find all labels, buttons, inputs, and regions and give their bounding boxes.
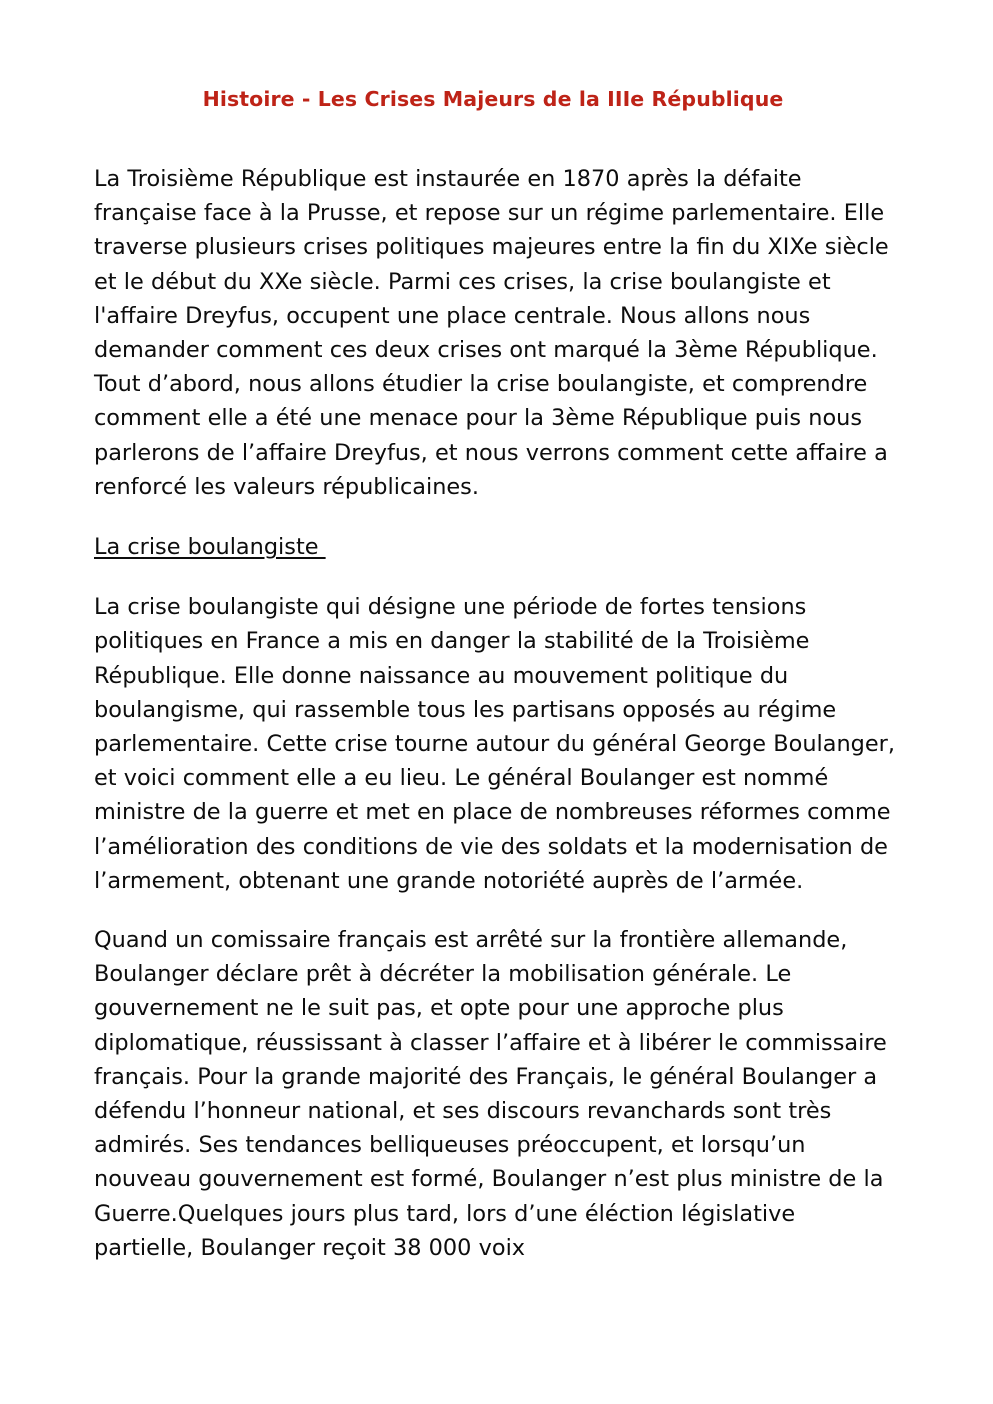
document-content — [94, 84, 903, 1265]
paragraph-crise-boulangiste-definition: La crise boulangiste qui désigne une période de fortes tensions politiques en France a mis en danger la stabilité de la Troisième République. Elle donne naissance au mouvement politique du boulangisme, qui rassemble tous les partisans opposés au régime parlementaire. Cette crise tourne autour du général George Boulanger, et voici comment elle a eu lieu. Le général Boulanger est nommé ministre de la guerre et met en place de nombreuses réformes comme l’amélioration des conditions de vie des soldats et la modernisation de l’armement, obtenant une grande notoriété auprès de l’armée. — [94, 594, 903, 894]
section-heading-label: La crise boulangiste — [94, 534, 326, 561]
paragraph-spacer — [94, 898, 900, 923]
page-title: Histoire - Les Crises Majeurs de la IIIe République — [202, 87, 784, 111]
section-heading-crise-boulangiste — [94, 530, 900, 564]
paragraph-spacer — [94, 504, 900, 530]
paragraph-spacer — [94, 564, 900, 590]
title-spacer — [94, 114, 900, 162]
paragraph-incident-frontiere: Quand un comissaire français est arrêté sur la frontière allemande, Boulanger déclare prêt à décréter la mobilisation générale. Le gouvernement ne le suit pas, et opte pour une approche plus diplomatique, réussissant à classer l’affaire et à libérer le commissaire français. Pour la grande majorité des Français, le général Boulanger a défendu l’honneur national, et ses discours revanchards sont très admirés. Ses tendances belliqueuses préoccupent, et lorsqu’un nouveau gouvernement est formé, Boulanger n’est plus ministre de la Guerre.Quelques jours plus tard, lors d’une éléction législative partielle, Boulanger reçoit 38 000 voix — [94, 927, 895, 1261]
intro-paragraph: La Troisième République est instaurée en 1870 après la défaite française face à la Prusse, et repose sur un régime parlementaire. Elle traverse plusieurs crises politiques majeures entre la fin du XIXe siècle et le début du XXe siècle. Parmi ces crises, la crise boulangiste et l'affaire Dreyfus, occupent une place centrale. Nous allons nous demander comment ces deux crises ont marqué la 3ème République. Tout d’abord, nous allons étudier la crise boulangiste, et comprendre comment elle a été une menace pour la 3ème République puis nous parlerons de l’affaire Dreyfus, et nous verrons comment cette affaire a renforcé les valeurs républicaines. — [94, 166, 896, 500]
